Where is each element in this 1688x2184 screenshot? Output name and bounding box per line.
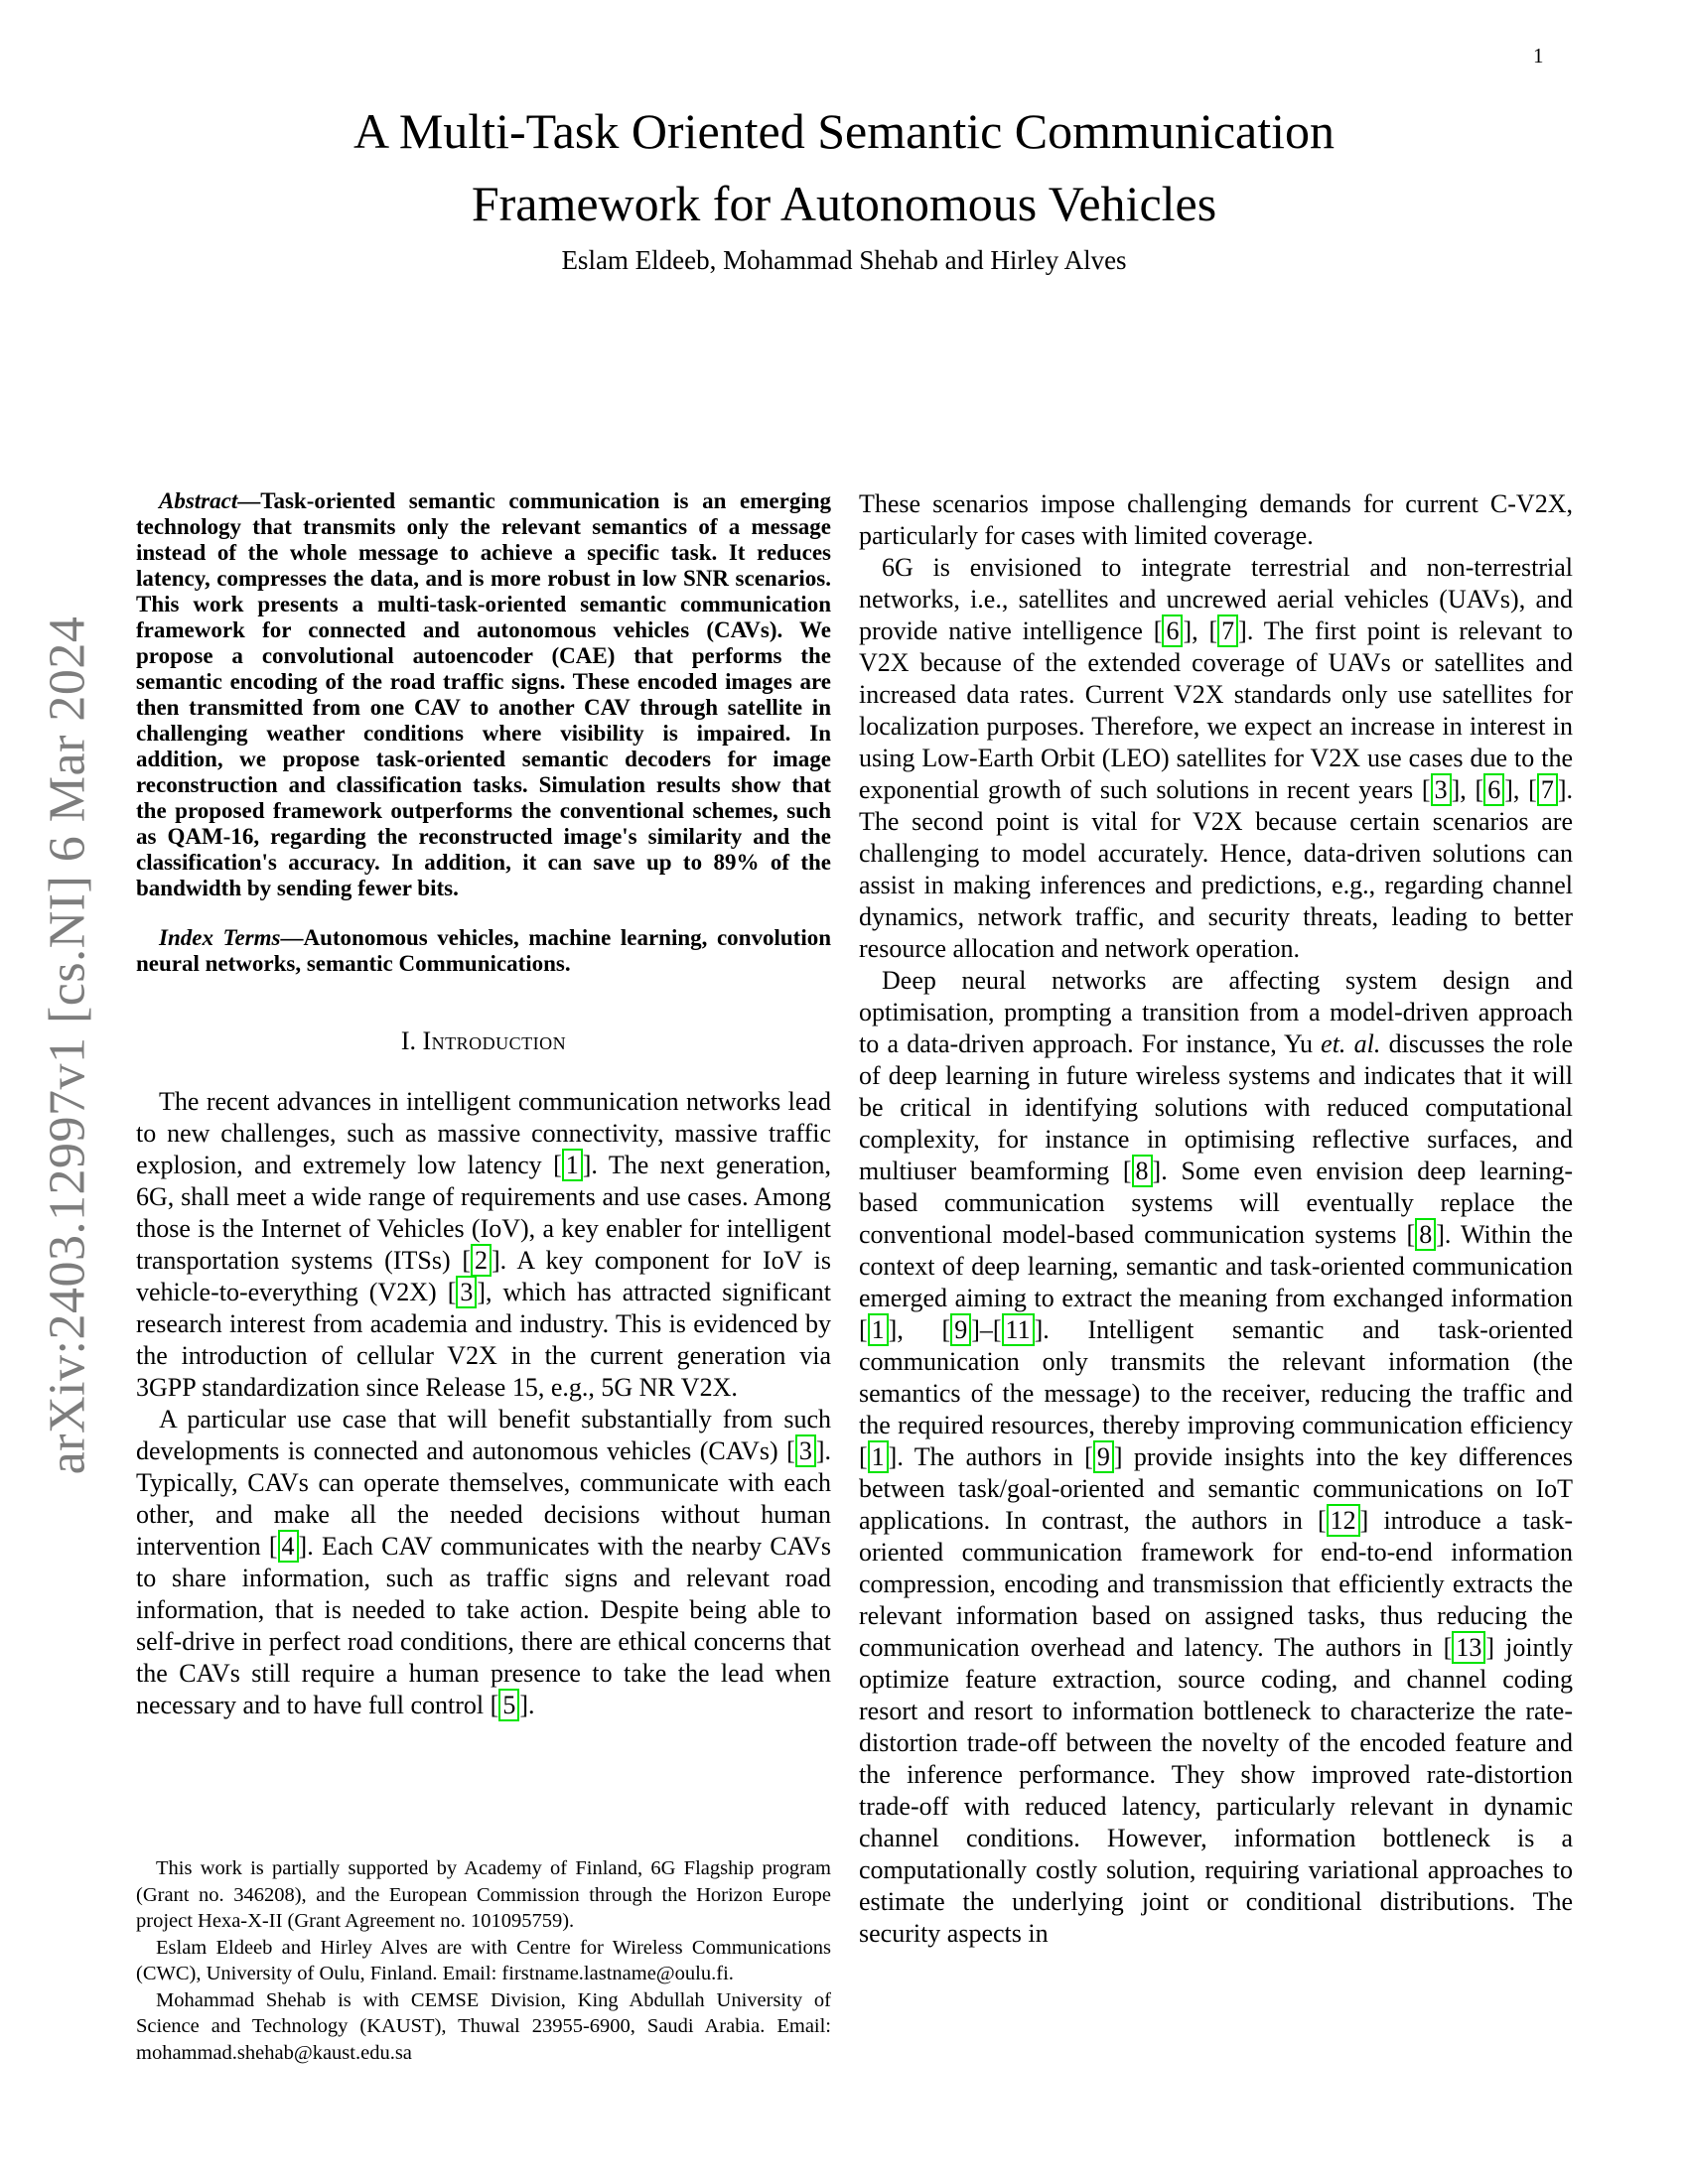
footnote-2: Eslam Eldeeb and Hirley Alves are with Centre for Wireless Communications (CWC), University of Oulu, Finland. Email: firstname.lastname@oulu.fi. xyxy=(136,1936,831,1984)
citation-ref-11[interactable]: 11 xyxy=(1002,1313,1035,1346)
index-terms-text: —Autonomous vehicles, machine learning, convolution neural networks, semantic Communications. xyxy=(136,925,831,976)
page-number: 1 xyxy=(1533,44,1544,68)
abstract-label: Abstract xyxy=(159,488,238,513)
citation-ref-12[interactable]: 12 xyxy=(1327,1504,1360,1537)
citation-ref-13[interactable]: 13 xyxy=(1452,1631,1485,1664)
section-title: Introduction xyxy=(422,1026,567,1055)
citation-ref-7[interactable]: 7 xyxy=(1537,773,1558,806)
section-number: I. xyxy=(400,1026,416,1055)
citation-ref-9[interactable]: 9 xyxy=(1093,1440,1114,1473)
authors-line: Eslam Eldeeb, Mohammad Shehab and Hirley Alves xyxy=(561,245,1127,275)
citation-ref-5[interactable]: 5 xyxy=(498,1689,519,1721)
citation-ref-2[interactable]: 2 xyxy=(471,1244,492,1277)
paper-title-line-2: Framework for Autonomous Vehicles xyxy=(471,176,1217,231)
emphasized-text: et. al. xyxy=(1321,1029,1381,1058)
citation-ref-3[interactable]: 3 xyxy=(1431,773,1452,806)
left-column xyxy=(136,488,831,1721)
abstract-text: —Task-oriented semantic communication is an emerging technology that transmits only the relevant semantics of a message instead of the whole message to achieve a specific task. It reduces latency, compresses the data, and is more robust in low SNR scenarios. This work presents a multi-task-oriented semantic communication framework for connected and autonomous vehicles (CAVs). We propose a convolutional autoencoder (CAE) that performs the semantic encoding of the road traffic signs. These encoded images are then transmitted from one CAV to another CAV through satellite in challenging weather conditions where visibility is impaired. In addition, we propose task-oriented semantic decoders for image reconstruction and classification tasks. Simulation results show that the proposed framework outperforms the conventional schemes, such as QAM-16, regarding the reconstructed image's similarity and the classification's accuracy. In addition, it can save up to 89% of the bandwidth by sending fewer bits. xyxy=(136,488,831,900)
intro-paragraph-2: A particular use case that will benefit substantially from such developments is connected and autonomous vehicles (CAVs) [ 3 ]. Typically, CAVs can operate themselves, communicate with each other, and make all the needed decisions without human intervention [ 4 ]. Each CAV communicates with the nearby CAVs to share information, such as traffic signs and relevant road information, that is needed to take action. Despite being able to self-drive in perfect road conditions, there are ethical concerns that the CAVs still require a human presence to take the lead when necessary and to have full control [ 5 ]. xyxy=(136,1405,831,1719)
paper-title xyxy=(0,95,1688,240)
citation-ref-4[interactable]: 4 xyxy=(278,1530,299,1563)
introduction-body-left xyxy=(136,1086,831,1721)
footnote-block xyxy=(136,1855,831,2066)
citation-ref-6[interactable]: 6 xyxy=(1162,614,1183,647)
intro-paragraph-right-3: Deep neural networks are affecting system design and optimisation, prompting a transition from a model-driven approach to a data-driven approach. For instance, Yu et. al. discusses the role of deep learning in future wireless systems and indicates that it will be critical in identifying solutions with reduced computational complexity, for instance in optimising reflective surfaces, and multiuser beamforming [ 8 ]. Some even envision deep learning-based communication systems will eventually replace the conventional model-based communication systems [ 8 ]. Within the context of deep learning, semantic and task-oriented communication emerged aiming to extract the meaning from exchanged information [ 1 ], [ 9 ]–[ 11 ]. Intelligent semantic and task-oriented communication only transmits the relevant information (the semantics of the message) to the receiver, reducing the traffic and the required resources, thereby improving communication efficiency [ 1 ]. The authors in [ 9 ] provide insights into the key differences between task/goal-oriented and semantic communications on IoT applications. In contrast, the authors in [ 12 ] introduce a task-oriented communication framework for end-to-end information compression, encoding and transmission that efficiently extracts the relevant information based on assigned tasks, thus reducing the communication overhead and latency. The authors in [ 13 ] jointly optimize feature extraction, source coding, and channel coding resort and resort to information bottleneck to characterize the rate-distortion trade-off between the novelty of the encoded feature and the inference performance. They show improved rate-distortion trade-off with reduced latency, particularly relevant in dynamic channel conditions. However, information bottleneck is a computationally costly solution, requiring variational approaches to estimate the underlying joint or conditional distributions. The security aspects in xyxy=(859,966,1574,1948)
right-column xyxy=(859,488,1573,1950)
footnote-3: Mohammad Shehab is with CEMSE Division, King Abdullah University of Science and Technology (KAUST), Thuwal 23955-6900, Saudi Arabia. Email: mohammad.shehab@kaust.edu.sa xyxy=(136,1988,831,2064)
citation-ref-1[interactable]: 1 xyxy=(868,1313,889,1346)
paper-title-line-1: A Multi-Task Oriented Semantic Communication xyxy=(352,103,1335,159)
intro-paragraph-right-1: These scenarios impose challenging demands for current C-V2X, particularly for cases with limited coverage. xyxy=(859,489,1573,550)
footnote-1: This work is partially supported by Academy of Finland, 6G Flagship program (Grant no. 346208), and the European Commission through the Horizon Europe project Hexa-X-II (Grant Agreement no. 101095759). xyxy=(136,1857,831,1932)
citation-ref-3[interactable]: 3 xyxy=(795,1434,816,1467)
citation-ref-9[interactable]: 9 xyxy=(950,1313,971,1346)
index-terms-paragraph xyxy=(136,925,831,977)
citation-ref-8[interactable]: 8 xyxy=(1132,1155,1153,1187)
citation-ref-7[interactable]: 7 xyxy=(1217,614,1238,647)
citation-ref-8[interactable]: 8 xyxy=(1415,1218,1436,1251)
intro-paragraph-1: The recent advances in intelligent communication networks lead to new challenges, such as massive connectivity, massive traffic explosion, and extremely low latency [ 1 ]. The next generation, 6G, shall meet a wide range of requirements and use cases. Among those is the Internet of Vehicles (IoV), a key enabler for intelligent transportation systems (ITSs) [ 2 ]. A key component for IoV is vehicle-to-everything (V2X) [ 3 ], which has attracted significant research interest from academia and industry. This is evidenced by the introduction of cellular V2X in the current generation via 3GPP standardization since Release 15, e.g., 5G NR V2X. xyxy=(136,1087,831,1402)
section-heading-introduction xyxy=(136,1026,831,1056)
abstract-paragraph xyxy=(136,488,831,901)
intro-paragraph-right-2: 6G is envisioned to integrate terrestrial and non-terrestrial networks, i.e., satellites and uncrewed aerial vehicles (UAVs), and provide native intelligence [ 6 ], [ 7 ]. The first point is relevant to V2X because of the extended coverage of UAVs or satellites and increased data rates. Current V2X standards only use satellites for localization purposes. Therefore, we expect an increase in interest in using Low-Earth Orbit (LEO) satellites for V2X use cases due to the exponential growth of such solutions in recent years [ 3 ], [ 6 ], [ 7 ]. The second point is vital for V2X because certain scenarios are challenging to model accurately. Hence, data-driven solutions can assist in making inferences and predictions, e.g., regarding channel dynamics, network traffic, and security threats, leading to better resource allocation and network operation. xyxy=(859,553,1574,963)
citation-ref-6[interactable]: 6 xyxy=(1483,773,1504,806)
citation-ref-1[interactable]: 1 xyxy=(868,1440,889,1473)
citation-ref-1[interactable]: 1 xyxy=(562,1149,583,1181)
index-terms-label: Index Terms xyxy=(159,925,281,950)
citation-ref-3[interactable]: 3 xyxy=(456,1276,477,1308)
arxiv-watermark: arXiv:2403.12997v1 [cs.NI] 6 Mar 2024 xyxy=(39,615,96,1475)
